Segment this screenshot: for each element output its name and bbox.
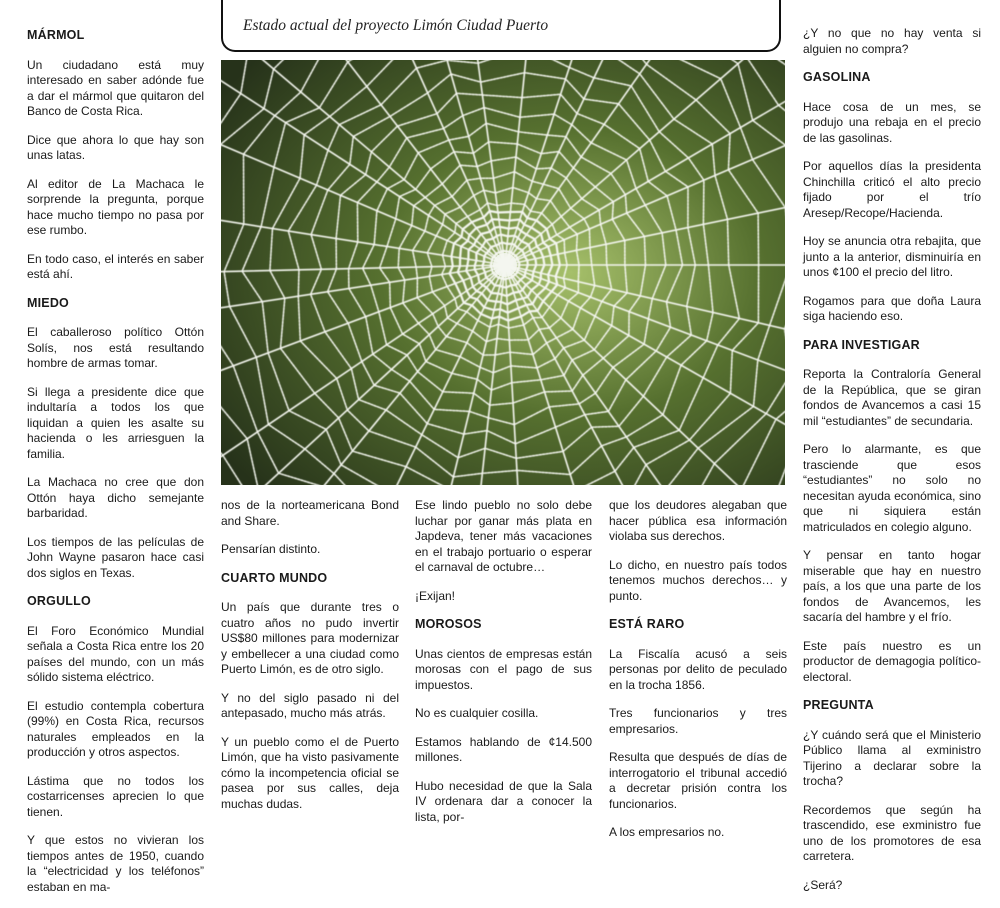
section-heading-orgullo: ORGULLO [27,594,91,608]
article-paragraph: Y no del siglo pasado ni del antepasado, mucho más atrás. [221,690,399,720]
article-paragraph: Estamos hablando de ¢14.500 millones. [415,734,592,764]
article-paragraph: La Fiscalía acusó a seis personas por delito de peculado en la trocha 1856. [609,646,787,692]
article-paragraph: Y que estos no vivieran los tiempos antes de 1950, cuando la “electricidad y los teléfonos” estaban en ma- [27,833,204,894]
article-paragraph: Y pensar en tanto hogar miserable que hay en nuestro país, a los que una parte de los fondos de Avancemos, les sacaría del hambre y el frío. [803,548,981,624]
continued-paragraph: que los deudores alegaban que hacer pública esa información violaba sus derechos. [609,498,787,543]
article-paragraph: Al editor de La Machaca le sorprende la pregunta, porque hace mucho tiempo no pasa por ese rumbo. [27,176,204,237]
column-5 [803,26,981,906]
continued-paragraph: nos de la norteamericana Bond and Share. [221,498,399,528]
spider-web-photo [221,60,785,485]
continued-paragraph: Lo dicho, en nuestro país todos tenemos muchos derechos… y punto. [609,557,787,603]
article-paragraph: Hoy se anuncia otra rebajita, que junto a la anterior, disminuiría en unos ¢100 el precio del litro. [803,234,981,279]
section-heading-marmol: MÁRMOL [27,28,85,42]
article-paragraph: El estudio contempla cobertura (99%) en Costa Rica, recursos naturales empleados en la producción y otros aspectos. [27,698,204,759]
section-heading-morosos: MOROSOS [415,617,482,631]
continued-paragraph: ¿Y no que no hay venta si alguien no compra? [803,26,981,56]
article-paragraph: Lástima que no todos los costarricenses aprecien lo que tienen. [27,773,204,819]
photo-caption: Estado actual del proyecto Limón Ciudad Puerto [243,17,549,34]
article-paragraph: El Foro Económico Mundial señala a Costa Rica entre los 20 países del mundo, con un más sólido sistema eléctrico. [27,623,204,684]
article-paragraph: En todo caso, el interés en saber está ahí. [27,251,204,281]
article-paragraph: Recordemos que según ha trascendido, ese exministro fue uno de los promotores de esa carretera. [803,802,981,863]
article-paragraph: Un ciudadano está muy interesado en saber adónde fue a dar el mármol que quitaron del Banco de Costa Rica. [27,57,204,118]
article-paragraph: Hace cosa de un mes, se produjo una rebaja en el precio de las gasolinas. [803,99,981,145]
article-paragraph: Si llega a presidente dice que indultaría a todos los que liquidan a quien les asalte su hacienda o les arriesguen la familia. [27,384,204,461]
article-paragraph: Reporta la Contraloría General de la República, que se giran fondos de Avancemos a casi 15 mil “estudiantes” de secundaria. [803,367,981,428]
section-heading-para-investigar: PARA INVESTIGAR [803,337,920,352]
article-paragraph: Tres funcionarios y tres empresarios. [609,706,787,736]
continued-paragraph: Ese lindo pueblo no solo debe luchar por ganar más plata en Japdeva, tener más vacaciones en el trabajo portuario o esperar el carnaval de octubre… [415,498,592,574]
spider-web-image [221,60,785,485]
article-paragraph: El caballeroso político Ottón Solís, nos está resultando hombre de armas tomar. [27,325,204,370]
article-paragraph: Pero lo alarmante, es que trasciende que esos “estudiantes” no solo no necesitan ayuda económica, sino que ni siquiera están matriculados en colegio alguno. [803,442,981,534]
article-paragraph: Y un pueblo como el de Puerto Limón, que ha visto pasivamente cómo la incompetencia oficial se pasea por sus calles, deja muchas dudas. [221,734,399,811]
article-paragraph: Resulta que después de días de interrogatorio el tribunal accedió a decretar prisión contra los funcionarios. [609,750,787,811]
column-1 [27,26,204,908]
web-hub [493,253,517,277]
section-heading-cuarto-mundo: CUARTO MUNDO [221,570,328,585]
section-heading-esta-raro: ESTÁ RARO [609,617,685,631]
column-4 [609,498,787,854]
article-paragraph: Este país nuestro es un productor de demagogia político-electoral. [803,638,981,684]
article-paragraph: ¿Y cuándo será que el Ministerio Público llama al exministro Tijerino a declarar sobre la trocha? [803,727,981,788]
article-paragraph: Por aquellos días la presidenta Chinchilla criticó el alto precio fijado por el trío Aresep/Recope/Hacienda. [803,159,981,220]
caption-box [221,0,781,52]
article-paragraph: ¿Será? [803,877,843,892]
article-paragraph: No es cualquier cosilla. [415,706,539,720]
article-paragraph: Los tiempos de las películas de John Wayne pasaron hace casi dos siglos en Texas. [27,534,204,580]
continued-paragraph: ¡Exijan! [415,588,456,603]
continued-paragraph: Pensarían distinto. [221,542,321,556]
section-heading-miedo: MIEDO [27,295,69,310]
photo-frame [221,0,785,485]
column-3 [415,498,592,838]
column-2 [221,498,399,825]
article-paragraph: Unas cientos de empresas están morosas con el pago de sus impuestos. [415,646,592,692]
article-paragraph: Rogamos para que doña Laura siga haciendo eso. [803,293,981,323]
article-paragraph: A los empresarios no. [609,825,725,839]
article-paragraph: La Machaca no cree que don Ottón haya dicho semejante barbaridad. [27,475,204,520]
article-paragraph: Dice que ahora lo que hay son unas latas. [27,132,204,162]
section-heading-pregunta: PREGUNTA [803,698,874,712]
section-heading-gasolina: GASOLINA [803,70,871,84]
article-paragraph: Hubo necesidad de que la Sala IV ordenara dar a conocer la lista, por- [415,778,592,824]
article-paragraph: Un país que durante tres o cuatro años no pudo invertir US$80 millones para modernizar y embellecer a una ciudad como Puerto Limón, es de otro siglo. [221,600,399,676]
